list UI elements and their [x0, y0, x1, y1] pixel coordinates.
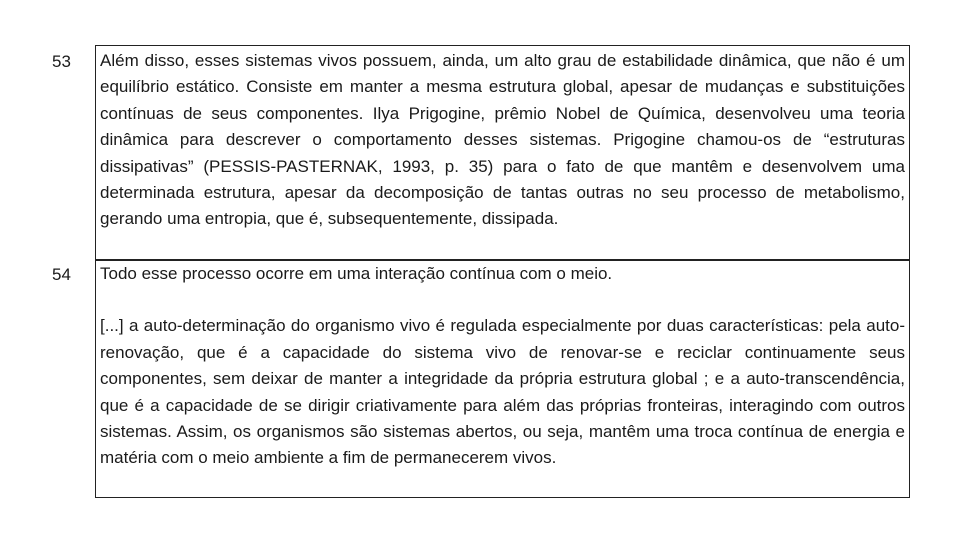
paragraph-54: Todo esse processo ocorre em uma interação contínua com o meio. [100, 264, 613, 283]
text-cell-54 [95, 260, 910, 498]
block-quote: [...] a auto-determinação do organismo vivo é regulada especialmente por duas características: pela auto-renovação, que é a capacidade do sistema vivo de renovar-se e reciclar continuamente seus componentes, sem deixar de manter a integridade da própria estrutura global ; e a auto-transcendência, que é a capacidade de se dirigir criativamente para além das próprias fronteiras, interagindo com outros sistemas. Assim, os organismos são sistemas abertos, ou seja, mantêm uma troca contínua de energia e matéria com o meio ambiente a fim de permanecerem vivos. [100, 316, 905, 468]
row-number-54: 54 [52, 265, 71, 284]
text-cell-53 [95, 45, 910, 260]
row-number-53: 53 [52, 52, 71, 71]
paragraph-53: Além disso, esses sistemas vivos possuem, ainda, um alto grau de estabilidade dinâmica, que não é um equilíbrio estático. Consiste em manter a mesma estrutura global, apesar de mudanças e substituições contínuas de seus componentes. Ilya Prigogine, prêmio Nobel de Química, desenvolveu uma teoria dinâmica para descrever o comportamento desses sistemas. Prigogine chamou-os de “estruturas dissipativas” (PESSIS-PASTERNAK, 1993, p. 35) para o fato de que mantêm e desenvolvem uma determinada estrutura, apesar da decomposição de tantas outras no seu processo de metabolismo, gerando uma entropia, que é, subsequentemente, dissipada. [100, 51, 905, 229]
